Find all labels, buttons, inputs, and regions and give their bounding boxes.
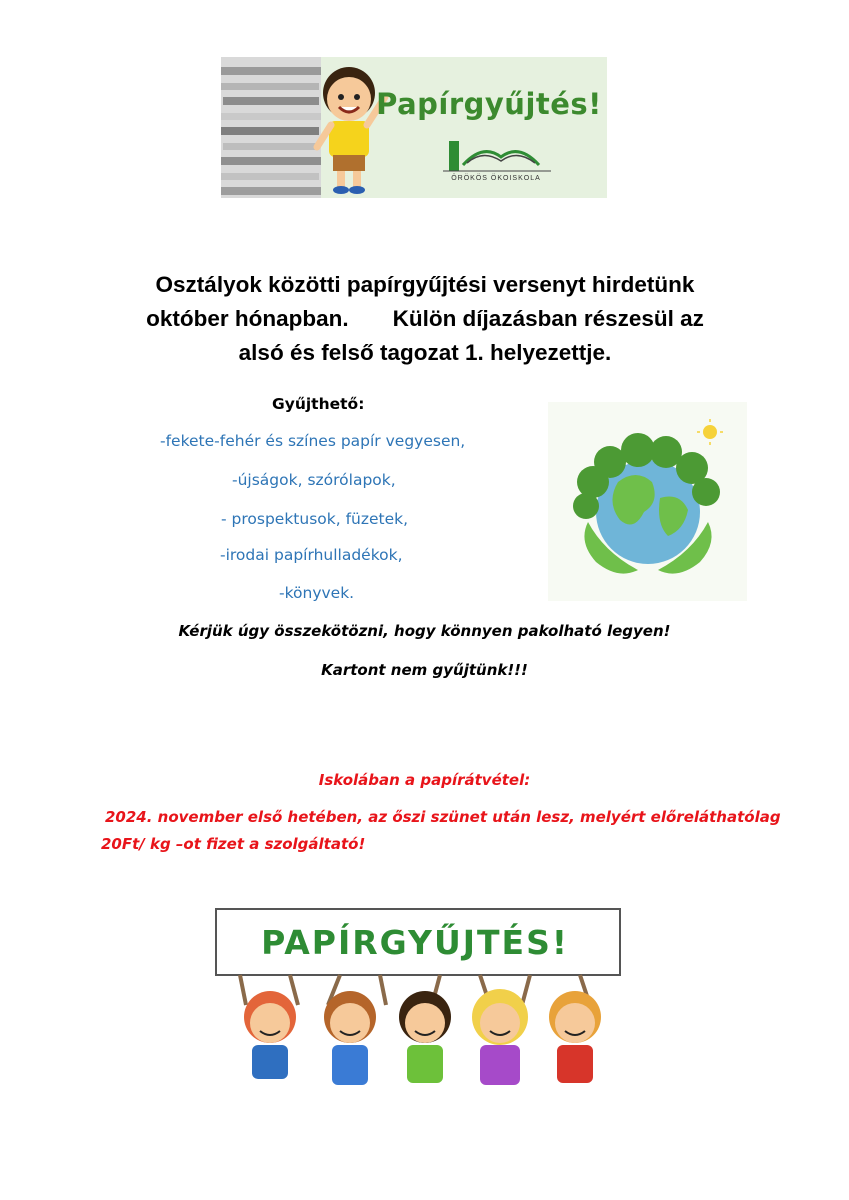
headline-line-1: Osztályok közötti papírgyűjtési versenyt hirdetünk <box>155 272 695 297</box>
pickup-line-1: 2024. november első hetében, az őszi szünet után lesz, melyért előreláthatólag <box>105 808 781 826</box>
headline-line-2a: október hónapban. <box>146 306 349 331</box>
list-item: - prospektusok, füzetek, <box>221 510 409 528</box>
no-carton-note: Kartont nem gyűjtünk!!! <box>321 661 528 679</box>
pickup-heading: Iskolában a papírátvétel: <box>318 771 531 789</box>
banner-title: Papírgyűjtés! <box>376 87 602 121</box>
list-item: -fekete-fehér és színes papír vegyesen, <box>160 432 466 450</box>
banner-subtitle: ÖRÖKÖS ÖKOISKOLA <box>451 175 541 182</box>
eco-school-logo <box>443 141 551 171</box>
globe-hands-image <box>548 402 747 601</box>
top-banner <box>221 57 607 198</box>
headline-line-2b: Külön díjazásban részesül az <box>392 306 704 331</box>
sign-text: PAPÍRGYŰJTÉS! <box>261 923 569 962</box>
list-item: -újságok, szórólapok, <box>232 471 396 489</box>
list-item: -irodai papírhulladékok, <box>220 546 403 564</box>
list-item: -könyvek. <box>279 584 355 602</box>
headline-line-2 <box>100 302 750 336</box>
collectible-heading: Gyűjthető: <box>272 395 365 413</box>
bundle-note: Kérjük úgy összekötözni, hogy könnyen pakolható legyen! <box>178 622 671 640</box>
headline <box>100 268 750 370</box>
headline-line-3: alsó és felső tagozat 1. helyezettje. <box>238 340 612 365</box>
globe-icon <box>548 402 747 601</box>
kids-sign-illustration <box>210 905 630 1105</box>
pickup-line-2: 20Ft/ kg –ot fizet a szolgáltató! <box>101 835 366 853</box>
